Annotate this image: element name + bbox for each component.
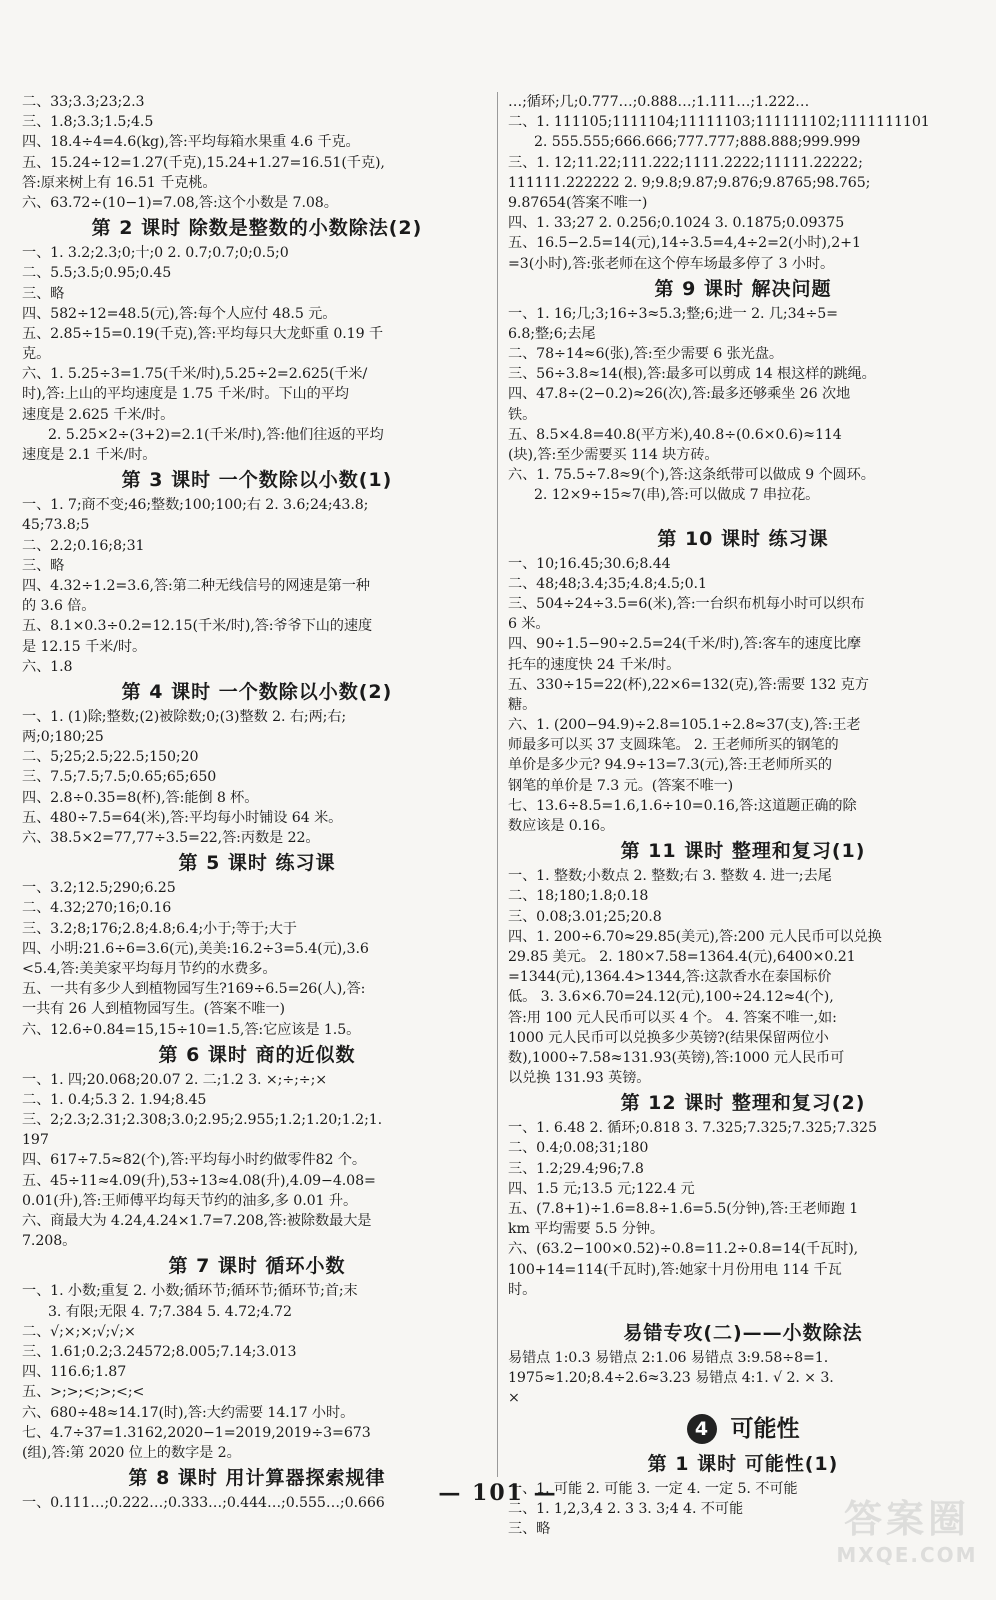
column-divider <box>497 92 498 1477</box>
answer-line: 三、1. 12;11.22;111.222;1111.2222;11111.22222; <box>508 154 863 171</box>
answer-line: 一、1. (1)除;整数;(2)被除数;0;(3)整数 2. 右;两;右; <box>22 708 347 725</box>
answer-line: 五、45÷11≈4.09(升),53÷13≈4.08(升),4.09−4.08= <box>22 1172 376 1189</box>
answer-line: 2. 5.25×2÷(3+2)=2.1(千米/时),答:他们往返的平均 <box>48 426 384 443</box>
answer-line: 一共有 26 人到植物园写生。(答案不唯一) <box>22 1001 285 1018</box>
answer-line: 五、15.24÷12=1.27(千克),15.24+1.27=16.51(千克), <box>22 154 385 171</box>
answer-line: =3(小时),答:张老师在这个停车场最多停了 3 小时。 <box>508 255 835 272</box>
answer-line: 1975≈1.20;8.4÷2.6≈3.23 易错点 4:1. √ 2. × 3. <box>508 1370 834 1387</box>
answer-line: 四、小明:21.6÷6=3.6(元),美美:16.2÷3=5.4(元),3.6 <box>22 940 369 957</box>
answer-line: 铁。 <box>508 406 537 423</box>
answer-line: 四、1. 33;27 2. 0.256;0.1024 3. 0.1875;0.09375 <box>508 215 845 232</box>
answer-line: 三、56÷3.8≈14(根),答:最多可以剪成 14 根这样的跳绳。 <box>508 366 876 383</box>
answer-line: 二、√;×;×;√;√;× <box>22 1323 136 1340</box>
answer-line: 克。 <box>22 346 51 363</box>
answer-line: 数应该是 0.16。 <box>508 818 615 834</box>
section-heading: 第 6 课时 商的近似数 <box>158 1043 356 1066</box>
answer-line: 六、38.5×2=77,77÷3.5=22,答:丙数是 22。 <box>22 830 320 846</box>
answer-line: 一、1. 3.2;2.3;0;十;0 2. 0.7;0.7;0;0.5;0 <box>22 245 289 262</box>
answer-line: 二、2.2;0.16;8;31 <box>22 537 145 554</box>
answer-line: 答:用 100 元人民币可以买 4 个。 4. 答案不唯一,如: <box>508 1009 837 1026</box>
answer-line: 6.8;整;6;去尾 <box>508 325 596 342</box>
answer-line: 一、1. 可能 2. 可能 3. 一定 4. 一定 5. 不可能 <box>508 1480 798 1497</box>
answer-line: km 平均需要 5.5 分钟。 <box>508 1221 664 1238</box>
unit-heading <box>508 1409 978 1449</box>
answer-line: 197 <box>22 1132 49 1149</box>
answer-line: 二、4.32;270;16;0.16 <box>22 900 172 917</box>
site-watermark-logo <box>832 1495 982 1590</box>
answer-line: 单价是多少元? 94.9÷13=7.3(元),答:王老师所买的 <box>508 757 832 774</box>
answer-line: 一、1. 整数;小数点 2. 整数;右 3. 整数 4. 进一;去尾 <box>508 868 832 885</box>
section-heading: 易错专攻(二)——小数除法 <box>623 1321 863 1344</box>
answer-line: 二、1. 111105;1111104;11111103;111111102;1111111101 <box>508 114 930 131</box>
answer-line: 一、1. 四;20.068;20.07 2. 二;1.2 3. ×;÷;÷;× <box>22 1071 328 1088</box>
answer-line: 四、90÷1.5−90÷2.5=24(千米/时),答:客车的速度比摩 <box>508 636 862 653</box>
answer-line: 六、1.8 <box>22 658 73 675</box>
answer-line: 三、略 <box>508 1520 551 1537</box>
answer-line: 六、(63.2−100×0.52)÷0.8=11.2÷0.8=14(千瓦时), <box>508 1241 859 1258</box>
answer-line: 三、7.5;7.5;7.5;0.65;65;650 <box>22 769 217 786</box>
answer-line: 易错点 1:0.3 易错点 2:1.06 易错点 3:9.58÷8=1. <box>508 1349 829 1366</box>
answer-line: 七、4.7÷37=1.3162,2020−1=2019,2019÷3=673 <box>22 1424 371 1441</box>
answer-line: 四、1.5 元;13.5 元;122.4 元 <box>508 1180 695 1197</box>
answer-line: 29.85 美元。 2. 180×7.58=1364.4(元),6400×0.21 <box>508 948 856 965</box>
section-heading: 第 1 课时 可能性(1) <box>647 1452 839 1475</box>
answer-line: 45;73.8;5 <box>22 517 90 534</box>
answer-line: 二、5.5;3.5;0.95;0.45 <box>22 265 172 282</box>
answer-line: 师最多可以买 37 支圆珠笔。 2. 王老师所买的钢笔的 <box>508 737 839 754</box>
answer-line: 数),1000÷7.58≈131.93(英镑),答:1000 元人民币可 <box>508 1049 845 1066</box>
answer-line: 五、一共有多少人到植物园写生?169÷6.5=26(人),答: <box>22 981 366 998</box>
answer-line: 一、3.2;12.5;290;6.25 <box>22 880 176 897</box>
answer-line: 六、1. 75.5÷7.8≈9(个),答:这条纸带可以做成 9 个圆环。 <box>508 467 875 484</box>
answer-line: 二、78÷14≈6(张),答:至少需要 6 张光盘。 <box>508 346 783 363</box>
section-heading: 第 12 课时 整理和复习(2) <box>620 1092 866 1115</box>
answer-line: 时),答:上山的平均速度是 1.75 千米/时。下山的平均 <box>22 386 349 403</box>
answer-line: 三、略 <box>22 285 65 302</box>
section-gap <box>508 506 978 524</box>
answer-line: 低。 3. 3.6×6.70=24.12(元),100÷24.12≈4(个), <box>508 989 834 1006</box>
answer-line: 四、4.32÷1.2=3.6,答:第二种无线信号的网速是第一种 <box>22 577 370 594</box>
answer-line: 是 12.15 千米/时。 <box>22 638 147 655</box>
answer-line: 四、617÷7.5≈82(个),答:平均每小时约做零件82 个。 <box>22 1152 367 1169</box>
answer-line: 糖。 <box>508 696 537 713</box>
section-heading: 第 5 课时 练习课 <box>178 852 336 875</box>
answer-line: 四、1. 200÷6.70≈29.85(美元),答:200 元人民币可以兑换 <box>508 928 882 945</box>
answer-line: 一、1. 16;几;3;16÷3≈5.3;整;6;进一 2. 几;34÷5= <box>508 305 838 322</box>
answer-line: 一、1. 小数;重复 2. 小数;循环节;循环节;循环节;首;末 <box>22 1283 358 1300</box>
section-heading: 第 11 课时 整理和复习(1) <box>620 840 866 863</box>
answer-line: 五、>;>;<;>;<;< <box>22 1384 145 1401</box>
answer-line: 一、10;16.45;30.6;8.44 <box>508 555 671 572</box>
answer-line: 托车的速度快 24 千米/时。 <box>508 656 681 673</box>
answer-line: 的 3.6 倍。 <box>22 598 96 615</box>
answer-line: 二、1. 1,2,3,4 2. 3 3. 3;4 4. 不可能 <box>508 1500 744 1517</box>
answer-line: 六、商最大为 4.24,4.24×1.7=7.208,答:被除数最大是 <box>22 1213 372 1229</box>
right-column <box>508 92 978 1539</box>
answer-line: 六、680÷48≈14.17(时),答:大约需要 14.17 小时。 <box>22 1404 355 1421</box>
answer-line: 二、0.4;0.08;31;180 <box>508 1140 649 1157</box>
answer-line: <5.4,答:美美家平均每月节约的水费多。 <box>22 960 277 977</box>
watermark-site-text: MXQE.COM <box>836 1543 978 1567</box>
section-heading: 第 10 课时 练习课 <box>657 527 829 550</box>
answer-line: 六、1. (200−94.9)÷2.8=105.1÷2.8≈37(支),答:王老 <box>508 717 861 734</box>
answer-line: 一、1. 6.48 2. 循环;0.818 3. 7.325;7.325;7.325;7.325 <box>508 1120 877 1137</box>
answer-line: 三、504÷24÷3.5=6(米),答:一台织布机每小时可以织布 <box>508 595 865 612</box>
answer-line: 五、16.5−2.5=14(元),14÷3.5=4,4÷2=2(小时),2+1 <box>508 235 861 252</box>
answer-line: 二、5;25;2.5;22.5;150;20 <box>22 749 199 766</box>
section-heading: 第 3 课时 一个数除以小数(1) <box>121 469 393 492</box>
answer-line: 111111.222222 2. 9;9.8;9.87;9.876;9.8765;98.765; <box>508 174 871 191</box>
answer-line: 三、2;2.3;2.31;2.308;3.0;2.95;2.955;1.2;1.20;1.2;1. <box>22 1112 383 1129</box>
answer-line: 时。 <box>508 1281 537 1298</box>
answer-line: …;循环;几;0.777…;0.888…;1.111…;1.222… <box>508 94 810 110</box>
answer-line: 五、2.85÷15=0.19(千克),答:平均每只大龙虾重 0.19 千 <box>22 325 384 342</box>
answer-line: (组),答:第 2020 位上的数字是 2。 <box>22 1444 241 1461</box>
answer-line: 四、47.8÷(2−0.2)≈26(次),答:最多还够乘坐 26 次地 <box>508 386 851 403</box>
answer-line: 一、0.111…;0.222…;0.333…;0.444…;0.555…;0.666 <box>22 1495 385 1512</box>
answer-line: 三、略 <box>22 557 65 574</box>
answer-line: 七、13.6÷8.5=1.6,1.6÷10=0.16,答:这道题正确的除 <box>508 797 857 814</box>
answer-line: 五、8.5×4.8=40.8(平方米),40.8÷(0.6×0.6)≈114 <box>508 426 842 443</box>
answer-line: 2. 555.555;666.666;777.777;888.888;999.999 <box>534 134 861 151</box>
answer-line: 三、1.61;0.2;3.24572;8.005;7.14;3.013 <box>22 1343 297 1360</box>
answer-line: 9.87654(答案不唯一) <box>508 194 648 211</box>
answer-line: 钢笔的单价是 7.3 元。(答案不唯一) <box>508 777 734 794</box>
answer-line: 二、1. 0.4;5.3 2. 1.94;8.45 <box>22 1091 207 1108</box>
answer-line: 三、0.08;3.01;25;20.8 <box>508 908 662 925</box>
answer-line: 五、(7.8+1)÷1.6=8.8÷1.6=5.5(分钟),答:王老师跑 1 <box>508 1201 859 1217</box>
answer-line: 五、480÷7.5=64(米),答:平均每小时铺设 64 米。 <box>22 809 343 826</box>
unit-number-badge: 4 <box>687 1414 717 1444</box>
answer-line: 答:原来树上有 16.51 千克桃。 <box>22 174 217 191</box>
answer-line: 四、582÷12=48.5(元),答:每个人应付 48.5 元。 <box>22 305 337 322</box>
answer-line: 二、48;48;3.4;35;4.8;4.5;0.1 <box>508 575 707 592</box>
answer-line: 0.01(升),答:王师傅平均每天节约的油多,多 0.01 升。 <box>22 1192 358 1209</box>
unit-title: 可能性 <box>730 1415 800 1442</box>
answer-line: (块),答:至少需要买 114 块方砖。 <box>508 447 719 463</box>
answer-line: 7.208。 <box>22 1233 77 1250</box>
page-number: — 101 — <box>438 1480 558 1506</box>
answer-line: 四、2.8÷0.35=8(杯),答:能倒 8 杯。 <box>22 789 259 806</box>
answer-line: 三、3.2;8;176;2.8;4.8;6.4;小于;等于;大于 <box>22 920 297 937</box>
answer-line: 二、18;180;1.8;0.18 <box>508 888 649 905</box>
section-gap <box>508 1300 978 1318</box>
answer-line: 1000 元人民币可以兑换多少英镑?(结果保留两位小 <box>508 1029 829 1046</box>
answer-line: 两;0;180;25 <box>22 729 104 746</box>
answer-line: 一、1. 7;商不变;46;整数;100;100;右 2. 3.6;24;43.8; <box>22 497 369 514</box>
answer-line: 三、1.2;29.4;96;7.8 <box>508 1160 644 1177</box>
section-heading: 第 8 课时 用计算器探索规律 <box>128 1467 386 1490</box>
answer-line: 速度是 2.625 千米/时。 <box>22 406 175 423</box>
answer-line: 六、12.6÷0.84=15,15÷10=1.5,答:它应该是 1.5。 <box>22 1021 361 1038</box>
answer-line: 以兑换 131.93 英镑。 <box>508 1070 651 1087</box>
answer-line: 四、116.6;1.87 <box>22 1364 127 1381</box>
answer-line: 四、18.4÷4=4.6(kg),答:平均每箱水果重 4.6 千克。 <box>22 134 360 151</box>
section-heading: 第 7 课时 循环小数 <box>168 1255 346 1278</box>
answer-line: 五、330÷15=22(杯),22×6=132(克),答:需要 132 克方 <box>508 676 869 693</box>
answer-line: 六、63.72÷(10−1)=7.08,答:这个小数是 7.08。 <box>22 194 338 211</box>
answer-line: 3. 有限;无限 4. 7;7.384 5. 4.72;4.72 <box>48 1303 292 1320</box>
answer-line: =1344(元),1364.4>1344,答:这款香水在泰国标价 <box>508 969 832 986</box>
answer-line: 六、1. 5.25÷3=1.75(千米/时),5.25÷2=2.625(千米/ <box>22 366 368 383</box>
section-heading: 第 4 课时 一个数除以小数(2) <box>121 680 393 703</box>
answer-line: × <box>508 1390 520 1407</box>
answer-line: 速度是 2.1 千米/时。 <box>22 447 157 463</box>
left-column <box>22 92 492 1513</box>
section-heading: 第 2 课时 除数是整数的小数除法(2) <box>91 217 423 240</box>
answer-line: 6 米。 <box>508 616 550 633</box>
answer-line: 100+14=114(千瓦时),答:她家十月份用电 114 千瓦 <box>508 1261 842 1278</box>
answer-line: 二、33;3.3;23;2.3 <box>22 94 145 110</box>
answer-line: 三、1.8;3.3;1.5;4.5 <box>22 114 154 131</box>
section-heading: 第 9 课时 解决问题 <box>654 277 832 300</box>
watermark-logo-text: 答案圈 <box>843 1497 970 1541</box>
answer-line: 2. 12×9÷15≈7(串),答:可以做成 7 串拉花。 <box>534 487 820 504</box>
answer-line: 五、8.1×0.3÷0.2=12.15(千米/时),答:爷爷下山的速度 <box>22 618 373 635</box>
